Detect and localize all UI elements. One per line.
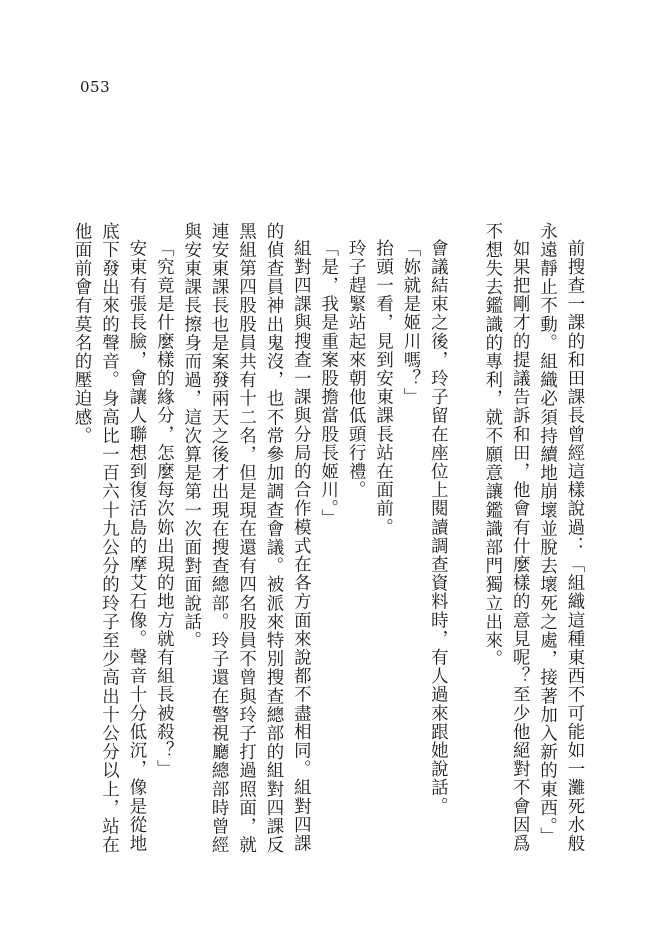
paragraph: 如果把剛才的提議告訴和田，他會有什麼樣的意見呢？至少他絕對不會因爲不想失去鑑識的專利，就不願意讓鑑識部門獨立出來。: [481, 222, 530, 854]
body-text: [67, 222, 587, 862]
page-number: 053: [80, 78, 111, 96]
paragraph: 玲子趕緊站起來朝他低頭行禮。: [345, 239, 366, 500]
dialogue-line: 「究竟是什麼樣的緣分，怎麼每次妳出現的地方就有組長被殺？」: [153, 239, 174, 779]
dialogue-line: 「妳就是姬川嗎？」: [399, 239, 420, 407]
paragraph: 會議結束之後，玲子留在座位上閱讀調查資料時，有人過來跟她說話。: [427, 239, 448, 816]
paragraph: 前搜查一課的和田課長曾經這樣說過：「組織這種東西不可能如一灘死水般永遠靜止不動。組織必須持續地崩壞並脫去壞死之處，接著加入新的東西。」: [536, 222, 584, 854]
paragraph: 組對四課與搜查一課與分局的合作模式在各方面來說都不盡相同。組對四課的偵查員神出鬼沒，也不常參加調查會議。被派來特別搜查總部的組對四課反黑組第四股股員共有十二名，但是現在還有四名股員不曾與玲子打過照面，就連安東課長也是案發兩天之後才出現在搜查總部。玲子還在警視廳總部時曾經與安東課長擦身而過，這次算是第一次面對面說話。: [180, 222, 311, 855]
section-break: [450, 222, 477, 862]
paragraph: 安東有張長臉，會讓人聯想到復活島的摩艾石像。聲音十分低沉，像是從地底下發出來的聲音。身高比一百六十九公分的玲子至少高出十公分以上，站在他面前會有莫名的壓迫感。: [71, 222, 146, 855]
paragraph: 抬頭一看，見到安東課長站在面前。: [372, 239, 393, 537]
dialogue-line: 「是，我是重案股擔當股長姬川。」: [317, 239, 338, 529]
